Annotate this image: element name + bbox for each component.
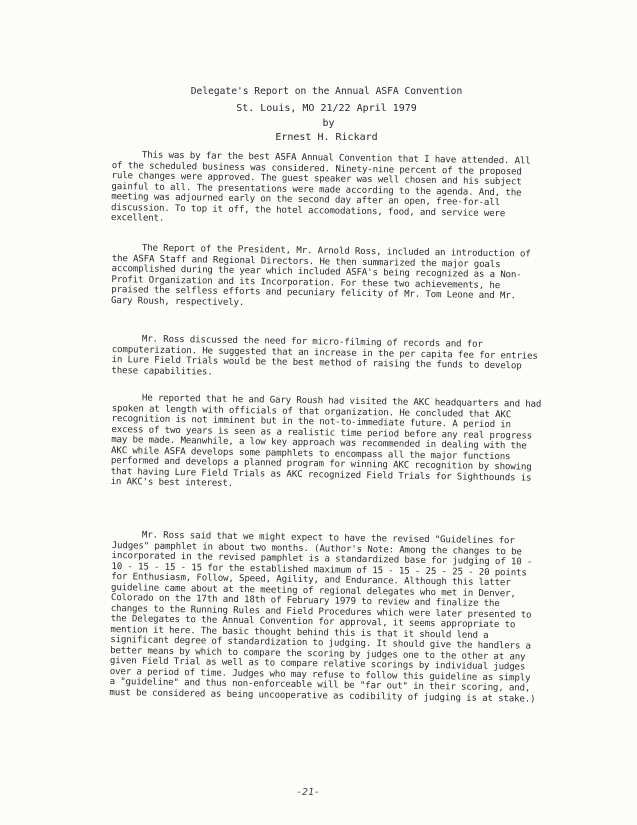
paragraph-4-block <box>111 393 542 494</box>
report-byline-by: by <box>322 118 335 129</box>
paragraph-5-block <box>109 530 542 705</box>
page-number: -21- <box>296 787 321 798</box>
paragraph-1: This was by far the best ASFA Annual Convention that I have attended. All of the scheduled business was considered. Ninety-nine percent of the proposed rule changes were approved. The guest speaker was well chosen and his subject gainful to all. The presentations were made according to the agenda. And, the meeting was adjourned early on the second day after an open, free-for-all discussion. To top it off, the hotel accomodations, food, and service were excellent. <box>110 150 531 224</box>
report-title: Delegate's Report on the Annual ASFA Convention <box>190 86 463 97</box>
paragraph-2: The Report of the President, Mr. Arnold Ross, included an introduction of the ASFA Staff and Regional Directors. He then summarized the major goals accomplished during the year which included ASFA's being recognized as a Non-Profit Organization and its Incorporation. For these two achievements, he praised the selfless efforts and pecuniary felicity of Mr. Tom Leone and Mr. Gary Roush, respectively. <box>111 243 531 308</box>
report-location-date: St. Louis, MO 21/22 April 1979 <box>236 103 417 114</box>
paragraph-3: Mr. Ross discussed the need for micro-filming of records and for computerization. He suggested that an increase in the per capita fee for entries in Lure Field Trials would be the best method of raising the funds to develop these capabilities. <box>111 334 538 378</box>
paragraph-2-block <box>111 243 542 313</box>
report-author: Ernest H. Rickard <box>275 132 378 143</box>
paragraph-4: He reported that he and Gary Roush had visited the AKC headquarters and had spoken at length with officials of that organization. He concluded that AKC recognition is not imminent but in the not-to-immediate future. A period in excess of two years is seen as a realistic time period before any real progress may be made. Meanwhile, a low key approach was recommended in dealing with the AKC while ASFA develops some pamphlets to encompass all the major functions performed and develops a planned program for winning AKC recognition by showing that having Lure Field Trials as AKC recognized Field Trials for Sighthounds is in AKC's best interest. <box>110 393 542 489</box>
paragraph-5: Mr. Ross said that we might expect to have the revised "Guidelines for Judges" pamphlet in about two months. (Author's Note: Among the changes to be incorporated in the revised pamphlet is a standardized base for judging of 10 - 10 - 15 - 15 - 15 for the established maximum of 15 - 15 - 25 - 25 - 20 points for Enthusiasm, Follow, Speed, Agility, and Endurance. Although this latter guideline came about at the meeting of regional delegates who met in Denver, Colorado on the 17th and 18th of February 1979 to review and finalize the changes to the Running Rules and Field Procedures which were later presented to the Delegates to the Annual Convention for approval, it seems appropriate to mention it here. The basic thought behind this is that it should lend a significant degree of standardization to judging. It should give the handlers a better means by which to compare the scoring by judges one to the other at any given Field Trial as well as to compare relative scorings by individual judges over a period of time. Judges who may refuse to follow this guideline as simply a "guideline" and thus non-enforceable will be "far out" in their scoring, and, must be considered as being uncooperative as codibility of judging is at stake.) <box>109 530 536 705</box>
paragraph-3-block <box>111 334 542 383</box>
paragraph-1-block <box>111 150 542 230</box>
